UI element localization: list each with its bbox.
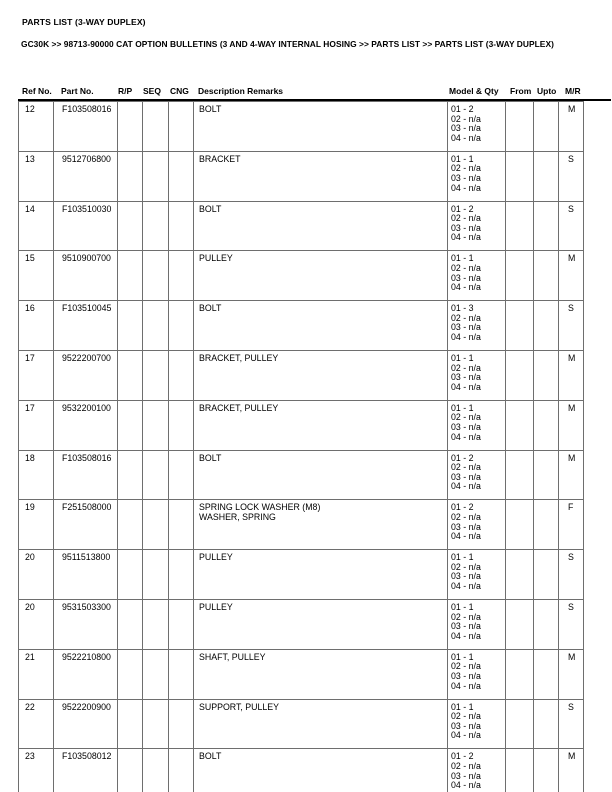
model-qty-cell-line: 04 - n/a	[451, 780, 481, 791]
model-qty-cell-line: 01 - 1	[451, 701, 474, 712]
column-header-cng: CNG	[170, 86, 189, 96]
mr-cell	[559, 400, 584, 450]
ref-no-cell	[19, 400, 54, 450]
part-no-cell	[54, 699, 118, 749]
table-row	[19, 699, 584, 749]
from-cell	[506, 450, 534, 500]
part-no-cell-line: 9522200700	[62, 352, 111, 363]
cng-cell	[169, 699, 194, 749]
from-cell	[506, 350, 534, 400]
cng-cell	[169, 649, 194, 699]
upto-cell	[534, 450, 559, 500]
part-no-cell	[54, 151, 118, 201]
mr-cell	[559, 699, 584, 749]
model-qty-cell-line: 01 - 2	[451, 751, 474, 762]
ref-no-cell	[19, 151, 54, 201]
rp-cell	[118, 400, 143, 450]
upto-cell	[534, 599, 559, 649]
model-qty-cell-line: 03 - n/a	[451, 621, 481, 632]
from-cell	[506, 699, 534, 749]
description-cell	[194, 151, 448, 201]
table-row	[19, 599, 584, 649]
description-cell-line: SPRING LOCK WASHER (M8)	[199, 502, 321, 513]
seq-cell	[143, 550, 169, 600]
mr-cell	[559, 301, 584, 351]
description-cell-line: PULLEY	[199, 552, 233, 563]
model-qty-cell-line: 04 - n/a	[451, 381, 481, 392]
part-no-cell	[54, 749, 118, 792]
table-row	[19, 500, 584, 550]
mr-cell-line: M	[568, 352, 576, 363]
mr-cell	[559, 350, 584, 400]
model-qty-cell-line: 02 - n/a	[451, 213, 481, 224]
part-no-cell-line: 9510900700	[62, 253, 111, 264]
ref-no-cell-line: 22	[25, 701, 35, 712]
from-cell	[506, 599, 534, 649]
description-cell-line: BOLT	[199, 751, 222, 762]
upto-cell	[534, 550, 559, 600]
from-cell	[506, 301, 534, 351]
model-qty-cell-line: 02 - n/a	[451, 312, 481, 323]
description-cell-line: BRACKET, PULLEY	[199, 352, 279, 363]
from-cell	[506, 500, 534, 550]
ref-no-cell	[19, 301, 54, 351]
ref-no-cell	[19, 649, 54, 699]
part-no-cell	[54, 251, 118, 301]
cng-cell	[169, 350, 194, 400]
model-qty-cell-line: 01 - 3	[451, 303, 474, 314]
model-qty-cell	[448, 102, 506, 152]
column-header-part-no: Part No.	[61, 86, 94, 96]
ref-no-cell-line: 17	[25, 352, 35, 363]
description-cell-line: BOLT	[199, 303, 222, 314]
model-qty-cell-line: 01 - 2	[451, 502, 474, 513]
from-cell	[506, 201, 534, 251]
ref-no-cell-line: 20	[25, 552, 35, 563]
seq-cell	[143, 599, 169, 649]
ref-no-cell	[19, 749, 54, 792]
model-qty-cell-line: 03 - n/a	[451, 172, 481, 183]
seq-cell	[143, 151, 169, 201]
description-cell-line: SUPPORT, PULLEY	[199, 701, 280, 712]
part-no-cell-line: F251508000	[62, 502, 112, 513]
model-qty-cell	[448, 251, 506, 301]
description-cell	[194, 450, 448, 500]
description-cell	[194, 400, 448, 450]
cng-cell	[169, 550, 194, 600]
seq-cell	[143, 400, 169, 450]
description-cell-line: WASHER, SPRING	[199, 511, 276, 522]
model-qty-cell-line: 03 - n/a	[451, 471, 481, 482]
model-qty-cell-line: 02 - n/a	[451, 163, 481, 174]
model-qty-cell-line: 02 - n/a	[451, 362, 481, 373]
upto-cell	[534, 251, 559, 301]
column-header-model-qty: Model & Qty	[449, 86, 499, 96]
table-row	[19, 201, 584, 251]
table-row	[19, 450, 584, 500]
model-qty-cell	[448, 699, 506, 749]
ref-no-cell	[19, 201, 54, 251]
table-row	[19, 151, 584, 201]
model-qty-cell-line: 01 - 2	[451, 203, 474, 214]
model-qty-cell-line: 04 - n/a	[451, 182, 481, 193]
model-qty-cell-line: 03 - n/a	[451, 421, 481, 432]
table-row	[19, 350, 584, 400]
model-qty-cell-line: 03 - n/a	[451, 322, 481, 333]
seq-cell	[143, 500, 169, 550]
ref-no-cell	[19, 500, 54, 550]
mr-cell	[559, 550, 584, 600]
model-qty-cell-line: 04 - n/a	[451, 331, 481, 342]
mr-cell	[559, 500, 584, 550]
mr-cell	[559, 599, 584, 649]
upto-cell	[534, 201, 559, 251]
rp-cell	[118, 450, 143, 500]
ref-no-cell-line: 18	[25, 452, 35, 463]
ref-no-cell	[19, 599, 54, 649]
from-cell	[506, 400, 534, 450]
description-cell-line: PULLEY	[199, 253, 233, 264]
model-qty-cell-line: 04 - n/a	[451, 580, 481, 591]
breadcrumb: GC30K >> 98713-90000 CAT OPTION BULLETINS (3 AND 4-WAY INTERNAL HOSING >> PARTS LIST >> PARTS LIST (3-WAY DUPLEX)	[21, 39, 554, 49]
table-row	[19, 301, 584, 351]
model-qty-cell-line: 04 - n/a	[451, 481, 481, 492]
table-row	[19, 400, 584, 450]
description-cell	[194, 350, 448, 400]
seq-cell	[143, 450, 169, 500]
cng-cell	[169, 599, 194, 649]
model-qty-cell-line: 03 - n/a	[451, 222, 481, 233]
cng-cell	[169, 749, 194, 792]
rp-cell	[118, 749, 143, 792]
mr-cell-line: S	[568, 203, 574, 214]
ref-no-cell-line: 19	[25, 502, 35, 513]
description-cell	[194, 251, 448, 301]
ref-no-cell	[19, 550, 54, 600]
description-cell	[194, 301, 448, 351]
model-qty-cell-line: 03 - n/a	[451, 372, 481, 383]
mr-cell-line: S	[568, 552, 574, 563]
cng-cell	[169, 301, 194, 351]
upto-cell	[534, 699, 559, 749]
model-qty-cell-line: 01 - 2	[451, 452, 474, 463]
seq-cell	[143, 649, 169, 699]
description-cell-line: BOLT	[199, 452, 222, 463]
cng-cell	[169, 500, 194, 550]
part-no-cell	[54, 450, 118, 500]
model-qty-cell-line: 02 - n/a	[451, 262, 481, 273]
rp-cell	[118, 699, 143, 749]
model-qty-cell	[448, 301, 506, 351]
part-no-cell-line: 9512706800	[62, 153, 111, 164]
part-no-cell	[54, 400, 118, 450]
model-qty-cell-line: 04 - n/a	[451, 680, 481, 691]
mr-cell	[559, 251, 584, 301]
ref-no-cell	[19, 102, 54, 152]
rp-cell	[118, 350, 143, 400]
part-no-cell	[54, 550, 118, 600]
column-header-upto: Upto	[537, 86, 557, 96]
cng-cell	[169, 151, 194, 201]
upto-cell	[534, 151, 559, 201]
part-no-cell-line: 9531503300	[62, 601, 111, 612]
model-qty-cell-line: 03 - n/a	[451, 720, 481, 731]
part-no-cell-line: F103510045	[62, 303, 112, 314]
model-qty-cell-line: 03 - n/a	[451, 571, 481, 582]
rp-cell	[118, 599, 143, 649]
ref-no-cell	[19, 251, 54, 301]
mr-cell	[559, 201, 584, 251]
from-cell	[506, 550, 534, 600]
part-no-cell-line: 9532200100	[62, 402, 111, 413]
model-qty-cell-line: 02 - n/a	[451, 412, 481, 423]
ref-no-cell-line: 23	[25, 751, 35, 762]
part-no-cell-line: F103508012	[62, 751, 112, 762]
cng-cell	[169, 251, 194, 301]
description-cell	[194, 599, 448, 649]
rp-cell	[118, 649, 143, 699]
upto-cell	[534, 400, 559, 450]
seq-cell	[143, 102, 169, 152]
upto-cell	[534, 301, 559, 351]
model-qty-cell-line: 02 - n/a	[451, 511, 481, 522]
model-qty-cell-line: 02 - n/a	[451, 561, 481, 572]
table-row	[19, 749, 584, 792]
model-qty-cell-line: 04 - n/a	[451, 431, 481, 442]
part-no-cell	[54, 102, 118, 152]
part-no-cell	[54, 350, 118, 400]
description-cell	[194, 102, 448, 152]
ref-no-cell-line: 15	[25, 253, 35, 264]
mr-cell-line: F	[568, 502, 574, 513]
model-qty-cell-line: 03 - n/a	[451, 670, 481, 681]
model-qty-cell-line: 02 - n/a	[451, 611, 481, 622]
mr-cell	[559, 649, 584, 699]
upto-cell	[534, 649, 559, 699]
ref-no-cell-line: 13	[25, 153, 35, 164]
model-qty-cell	[448, 599, 506, 649]
model-qty-cell-line: 02 - n/a	[451, 760, 481, 771]
model-qty-cell-line: 02 - n/a	[451, 462, 481, 473]
model-qty-cell-line: 01 - 1	[451, 601, 474, 612]
cng-cell	[169, 450, 194, 500]
mr-cell-line: M	[568, 402, 576, 413]
model-qty-cell-line: 01 - 2	[451, 104, 474, 114]
from-cell	[506, 251, 534, 301]
mr-cell-line: S	[568, 303, 574, 314]
rp-cell	[118, 102, 143, 152]
model-qty-cell-line: 03 - n/a	[451, 521, 481, 532]
model-qty-cell-line: 01 - 1	[451, 402, 474, 413]
model-qty-cell-line: 03 - n/a	[451, 770, 481, 781]
seq-cell	[143, 749, 169, 792]
rp-cell	[118, 550, 143, 600]
upto-cell	[534, 749, 559, 792]
model-qty-cell	[448, 749, 506, 792]
column-header-seq: SEQ	[143, 86, 161, 96]
rp-cell	[118, 301, 143, 351]
model-qty-cell-line: 04 - n/a	[451, 132, 481, 143]
seq-cell	[143, 251, 169, 301]
model-qty-cell-line: 01 - 1	[451, 153, 474, 164]
description-cell-line: BRACKET, PULLEY	[199, 402, 279, 413]
seq-cell	[143, 301, 169, 351]
ref-no-cell-line: 16	[25, 303, 35, 314]
ref-no-cell-line: 20	[25, 601, 35, 612]
from-cell	[506, 102, 534, 152]
description-cell-line: SHAFT, PULLEY	[199, 651, 266, 662]
ref-no-cell	[19, 450, 54, 500]
model-qty-cell	[448, 450, 506, 500]
description-cell-line: BOLT	[199, 104, 222, 114]
column-header-ref-no: Ref No.	[22, 86, 52, 96]
description-cell-line: BOLT	[199, 203, 222, 214]
model-qty-cell	[448, 550, 506, 600]
table-header-row	[0, 86, 612, 100]
model-qty-cell-line: 04 - n/a	[451, 282, 481, 293]
model-qty-cell-line: 02 - n/a	[451, 711, 481, 722]
table-row	[19, 251, 584, 301]
seq-cell	[143, 350, 169, 400]
model-qty-cell-line: 04 - n/a	[451, 630, 481, 641]
model-qty-cell-line: 01 - 1	[451, 552, 474, 563]
part-no-cell-line: F103510030	[62, 203, 112, 214]
rp-cell	[118, 151, 143, 201]
upto-cell	[534, 102, 559, 152]
model-qty-cell	[448, 400, 506, 450]
rp-cell	[118, 500, 143, 550]
parts-table-body	[19, 102, 584, 792]
cng-cell	[169, 400, 194, 450]
upto-cell	[534, 350, 559, 400]
upto-cell	[534, 500, 559, 550]
mr-cell-line: S	[568, 153, 574, 164]
part-no-cell	[54, 649, 118, 699]
model-qty-cell-line: 01 - 1	[451, 352, 474, 363]
model-qty-cell-line: 02 - n/a	[451, 661, 481, 672]
mr-cell-line: M	[568, 751, 576, 762]
part-no-cell	[54, 301, 118, 351]
ref-no-cell-line: 21	[25, 651, 35, 662]
part-no-cell-line: 9511513800	[62, 552, 111, 563]
ref-no-cell-line: 12	[25, 104, 35, 114]
description-cell	[194, 201, 448, 251]
mr-cell-line: M	[568, 452, 576, 463]
from-cell	[506, 151, 534, 201]
description-cell-line: BRACKET	[199, 153, 241, 164]
part-no-cell-line: F103508016	[62, 452, 112, 463]
parts-table	[18, 101, 584, 792]
from-cell	[506, 649, 534, 699]
cng-cell	[169, 102, 194, 152]
ref-no-cell-line: 14	[25, 203, 35, 214]
seq-cell	[143, 201, 169, 251]
part-no-cell-line: F103508016	[62, 104, 112, 114]
model-qty-cell	[448, 350, 506, 400]
mr-cell-line: M	[568, 253, 576, 264]
mr-cell	[559, 151, 584, 201]
model-qty-cell	[448, 649, 506, 699]
ref-no-cell-line: 17	[25, 402, 35, 413]
mr-cell-line: S	[568, 601, 574, 612]
mr-cell-line: M	[568, 651, 576, 662]
table-row	[19, 102, 584, 152]
mr-cell-line: M	[568, 104, 576, 114]
description-cell	[194, 550, 448, 600]
description-cell	[194, 699, 448, 749]
description-cell	[194, 500, 448, 550]
model-qty-cell-line: 04 - n/a	[451, 232, 481, 243]
column-header-description: Description Remarks	[198, 86, 284, 96]
model-qty-cell	[448, 201, 506, 251]
part-no-cell-line: 9522200900	[62, 701, 111, 712]
column-header-mr: M/R	[565, 86, 581, 96]
seq-cell	[143, 699, 169, 749]
ref-no-cell	[19, 699, 54, 749]
model-qty-cell-line: 03 - n/a	[451, 272, 481, 283]
table-row	[19, 649, 584, 699]
part-no-cell	[54, 500, 118, 550]
model-qty-cell-line: 03 - n/a	[451, 123, 481, 134]
rp-cell	[118, 201, 143, 251]
model-qty-cell-line: 04 - n/a	[451, 730, 481, 741]
column-header-from: From	[510, 86, 532, 96]
page-title: PARTS LIST (3-WAY DUPLEX)	[22, 17, 146, 27]
description-cell	[194, 649, 448, 699]
model-qty-cell-line: 01 - 1	[451, 651, 474, 662]
part-no-cell	[54, 599, 118, 649]
part-no-cell	[54, 201, 118, 251]
ref-no-cell	[19, 350, 54, 400]
from-cell	[506, 749, 534, 792]
model-qty-cell-line: 02 - n/a	[451, 113, 481, 124]
mr-cell	[559, 450, 584, 500]
column-header-rp: R/P	[118, 86, 133, 96]
table-row	[19, 550, 584, 600]
model-qty-cell-line: 01 - 1	[451, 253, 474, 264]
description-cell	[194, 749, 448, 792]
mr-cell-line: S	[568, 701, 574, 712]
model-qty-cell	[448, 500, 506, 550]
model-qty-cell	[448, 151, 506, 201]
mr-cell	[559, 749, 584, 792]
part-no-cell-line: 9522210800	[62, 651, 111, 662]
rp-cell	[118, 251, 143, 301]
model-qty-cell-line: 04 - n/a	[451, 531, 481, 542]
mr-cell	[559, 102, 584, 152]
cng-cell	[169, 201, 194, 251]
description-cell-line: PULLEY	[199, 601, 233, 612]
